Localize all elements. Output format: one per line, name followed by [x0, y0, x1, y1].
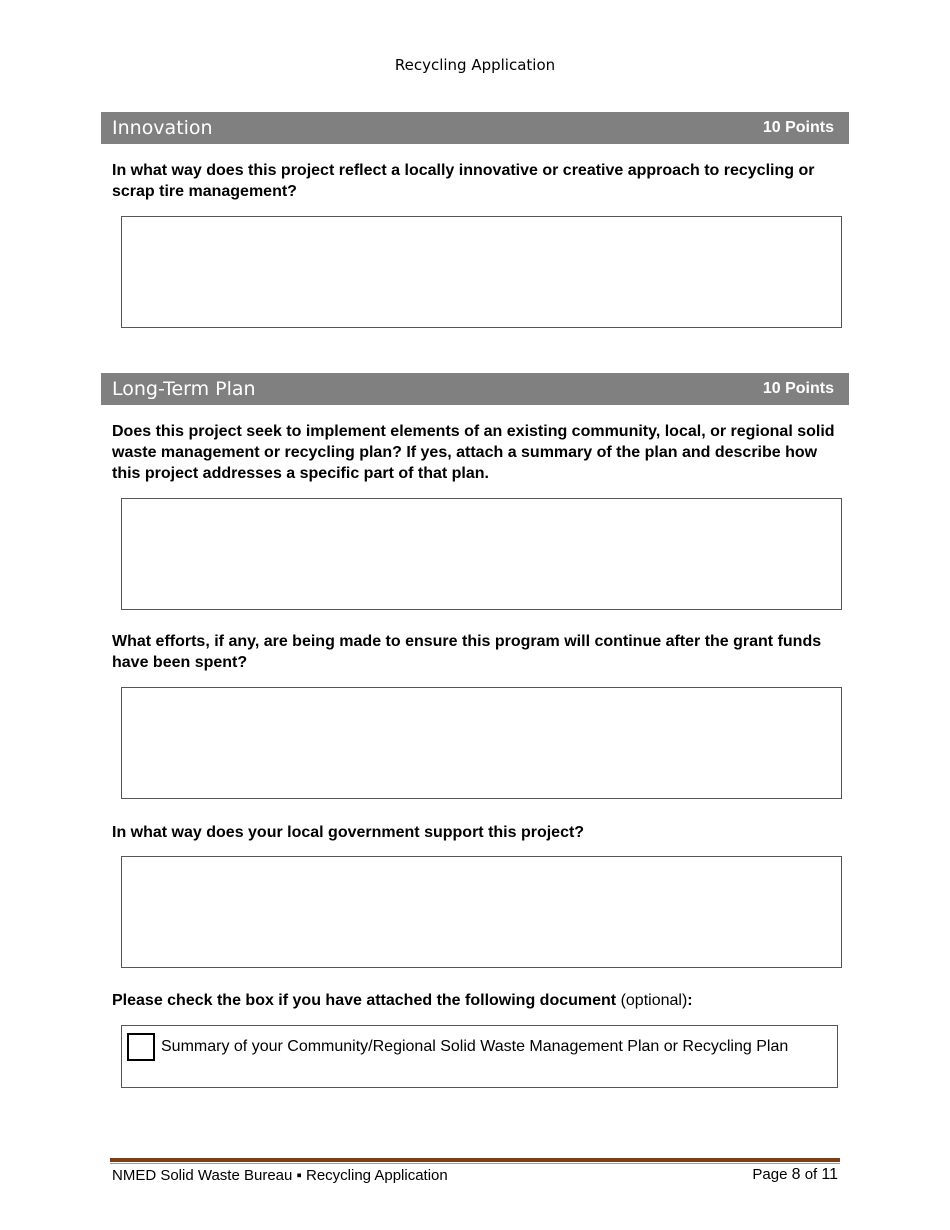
- section-points: 10 Points: [762, 119, 834, 136]
- footer-rule-thin: [110, 1163, 840, 1164]
- section-bar-innovation: [101, 112, 849, 144]
- question-government-support: In what way does your local government support this project?: [112, 824, 585, 841]
- section-title: Innovation: [112, 117, 213, 139]
- footer-rule: [110, 1158, 840, 1162]
- attachment-colon: :: [687, 992, 693, 1009]
- attachment-prompt-text: Please check the box if you have attached the following document: [112, 992, 617, 1009]
- of-word: of: [804, 1166, 818, 1183]
- answer-box-government-support[interactable]: [121, 856, 842, 968]
- page-current: 8: [791, 1166, 801, 1183]
- page-header: Recycling Application: [394, 56, 556, 74]
- question-continuation: What efforts, if any, are being made to ensure this program will continue after the grant funds have been spent?: [112, 633, 822, 671]
- attachment-checkbox[interactable]: [127, 1033, 155, 1061]
- section-title: Long-Term Plan: [112, 378, 256, 400]
- question-innovation: In what way does this project reflect a locally innovative or creative approach to recycling or scrap tire management?: [112, 162, 815, 200]
- attachment-prompt: [112, 990, 693, 1011]
- answer-box-continuation[interactable]: [121, 687, 842, 799]
- page-total: 11: [821, 1166, 838, 1183]
- footer-left: NMED Solid Waste Bureau ▪ Recycling Application: [112, 1167, 448, 1184]
- page-word: Page: [752, 1166, 788, 1183]
- page-number: [752, 1166, 838, 1184]
- answer-box-innovation[interactable]: [121, 216, 842, 328]
- section-points: 10 Points: [762, 380, 834, 397]
- attachment-item-label: Summary of your Community/Regional Solid Waste Management Plan or Recycling Plan: [161, 1038, 789, 1055]
- attachment-row: [121, 1025, 838, 1088]
- attachment-optional: (optional): [620, 992, 688, 1009]
- section-bar-long-term-plan: [101, 373, 849, 405]
- question-existing-plan: Does this project seek to implement elements of an existing community, local, or regional solid waste management or recycling plan? If yes, attach a summary of the plan and describe how this project addresses a specific part of that plan.: [112, 423, 835, 482]
- answer-box-existing-plan[interactable]: [121, 498, 842, 610]
